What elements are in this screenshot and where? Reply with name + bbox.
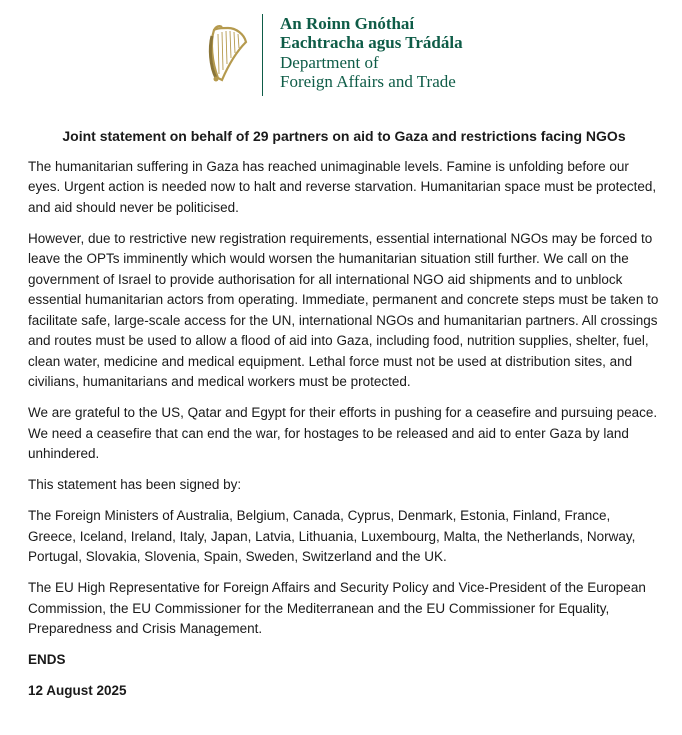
paragraph-5: The Foreign Ministers of Australia, Belgium, Canada, Cyprus, Denmark, Estonia, Finland, France, Greece, Iceland, Ireland, Italy, Japan, Latvia, Lithuania, Luxembourg, Malta, the Netherlands, Norway, Portugal, Slovakia, Slovenia, Spain, Sweden, Switzerland and the UK. — [28, 508, 636, 564]
statement-body — [28, 126, 660, 712]
paragraph-6: The EU High Representative for Foreign Affairs and Security Policy and Vice-President of the European Commission, the EU Commissioner for the Mediterranean and the EU Commissioner for Equality, Preparedness and Crisis Management. — [28, 580, 646, 636]
dept-irish-line2: Eachtracha agus Trádála — [280, 33, 463, 52]
dept-english-line2: Foreign Affairs and Trade — [280, 72, 456, 91]
department-name — [280, 14, 463, 91]
letterhead — [0, 0, 682, 110]
paragraph-1: The humanitarian suffering in Gaza has reached unimaginable levels. Famine is unfolding before our eyes. Urgent action is needed now to halt and reverse starvation. Humanitarian space must be protected, and aid should never be politicised. — [28, 158, 657, 215]
header-divider — [262, 14, 263, 96]
paragraph-4: This statement has been signed by: — [28, 477, 242, 492]
ends-label: ENDS — [28, 652, 66, 667]
dept-english-line1: Department of — [280, 53, 379, 72]
dept-irish-line1: An Roinn Gnóthaí — [280, 14, 415, 33]
paragraph-2: However, due to restrictive new registration requirements, essential international NGOs may be forced to leave the OPTs imminently which would worsen the humanitarian situation still further. We call on the government of Israel to provide authorisation for all international NGO aid shipments and to unblock essential humanitarian actors from operating. Immediate, permanent and concrete steps must be taken to facilitate safe, large-scale access for the UN, international NGOs and humanitarian partners. All crossings and routes must be used to allow a flood of aid into Gaza, including food, nutrition supplies, shelter, fuel, clean water, medicine and medical equipment. Lethal force must not be used at distribution sites, and civilians, humanitarians and medical workers must be protected. — [28, 230, 659, 389]
paragraph-3: We are grateful to the US, Qatar and Egypt for their efforts in pushing for a ceasefire and pursuing peace. We need a ceasefire that can end the war, for hostages to be released and aid to enter Gaza by land unhindered. — [28, 405, 658, 461]
statement-date: 12 August 2025 — [28, 683, 127, 698]
harp-icon — [206, 22, 250, 84]
statement-title: Joint statement on behalf of 29 partners on aid to Gaza and restrictions facing NGOs — [62, 128, 626, 144]
